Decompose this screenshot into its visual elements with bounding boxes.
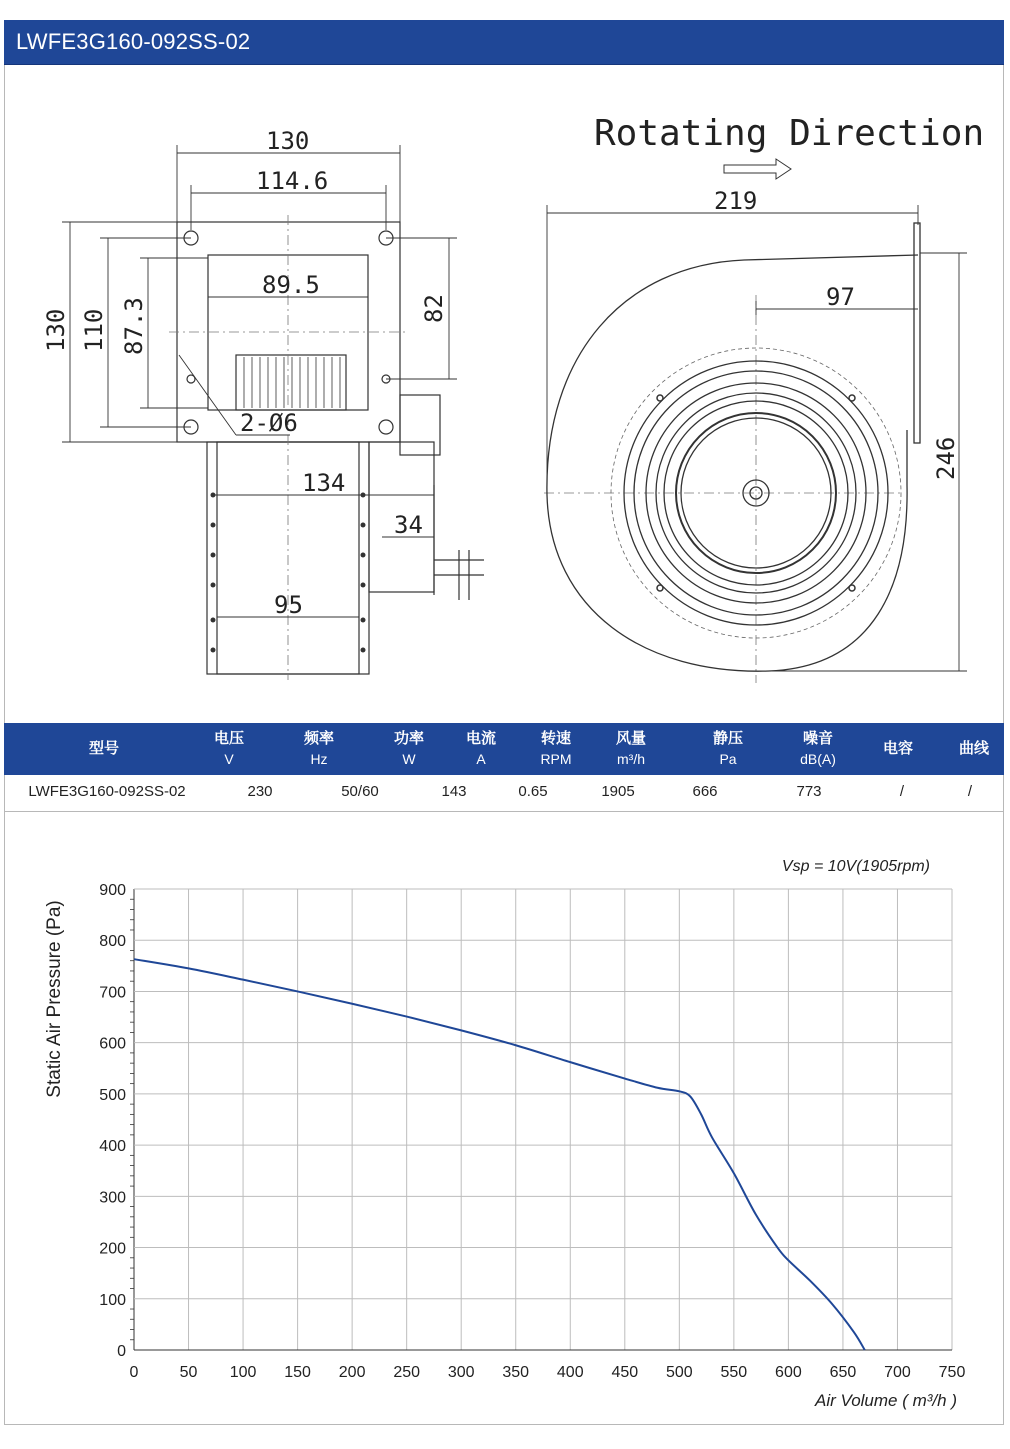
outlet-flange (914, 223, 920, 443)
y-axis-label: Static Air Pressure (Pa) (44, 900, 65, 1098)
y-tick-label: 200 (99, 1240, 126, 1258)
y-tick-label: 600 (99, 1035, 126, 1053)
rotation-arrow (724, 159, 791, 179)
y-tick-label: 500 (99, 1086, 126, 1104)
y-tick-label: 700 (99, 984, 126, 1002)
col-power: 功率 W (393, 730, 424, 767)
dim-hole-height: 110 (80, 308, 108, 352)
cell-frequency: 50/60 (341, 783, 379, 800)
x-tick-labels (130, 1364, 966, 1381)
x-tick-label: 600 (775, 1364, 802, 1381)
x-tick-label: 550 (720, 1364, 748, 1381)
y-tick-label: 800 (99, 933, 126, 951)
col-current: 电流 A (465, 730, 496, 767)
cell-curve: / (967, 783, 973, 800)
impeller (236, 355, 346, 410)
cell-speed: 1905 (601, 783, 635, 800)
dim-motor: 34 (394, 511, 423, 539)
x-tick-label: 50 (179, 1364, 198, 1381)
dim-hole-span: 114.6 (256, 167, 329, 195)
dim-side-width: 219 (714, 187, 758, 215)
col-pressure: 静压 Pa (712, 730, 743, 767)
mount-hole (379, 420, 393, 434)
x-tick-label: 650 (829, 1364, 857, 1381)
x-tick-label: 500 (665, 1364, 693, 1381)
y-tick-label: 400 (99, 1138, 126, 1156)
cell-pressure: 773 (796, 783, 822, 800)
col-model: 型号 (88, 740, 119, 757)
dim-outlet: 95 (274, 591, 303, 619)
chart-annotation: Vsp = 10V(1905rpm) (781, 858, 930, 875)
dim-inner-height: 87.3 (120, 297, 148, 355)
technical-drawing (4, 65, 1004, 723)
cell-model: LWFE3G160-092SS-02 (28, 783, 186, 800)
pressure-curve (134, 959, 865, 1350)
x-tick-label: 0 (129, 1364, 139, 1381)
dim-side-height: 246 (932, 436, 960, 480)
x-tick-label: 300 (447, 1364, 475, 1381)
y-tick-label: 900 (99, 882, 126, 899)
col-speed: 转速 RPM (540, 730, 572, 767)
specs-table-row (4, 776, 1004, 812)
dim-shaft-offset: 97 (826, 283, 855, 311)
y-tick-label: 0 (117, 1343, 126, 1360)
cell-power: 143 (441, 783, 467, 800)
cell-current: 0.65 (518, 783, 548, 800)
cell-airflow: 666 (692, 783, 718, 800)
y-tick-label: 100 (99, 1291, 126, 1309)
dim-depth: 134 (302, 469, 346, 497)
x-tick-label: 700 (884, 1364, 911, 1381)
x-tick-label: 400 (556, 1364, 584, 1381)
col-capacitor: 电容 (882, 740, 913, 757)
y-tick-label: 300 (99, 1189, 126, 1207)
model-title: LWFE3G160-092SS-02 (16, 29, 251, 54)
rotating-direction-label: Rotating Direction (594, 113, 985, 154)
dim-top-width: 130 (266, 127, 310, 155)
x-tick-label: 450 (611, 1364, 639, 1381)
chart-grid (130, 889, 952, 1350)
x-tick-label: 350 (502, 1364, 530, 1381)
cell-voltage: 230 (247, 783, 273, 800)
x-tick-label: 750 (938, 1364, 966, 1381)
dim-left-height: 130 (42, 308, 70, 352)
x-tick-label: 150 (284, 1364, 311, 1381)
x-axis-label: Air Volume ( m³/h ) (814, 1391, 957, 1410)
x-tick-label: 200 (338, 1364, 366, 1381)
y-tick-labels (99, 882, 126, 1360)
specs-table-header (4, 723, 1004, 775)
col-noise: 噪音 dB(A) (800, 730, 836, 767)
title-bar (4, 20, 1004, 65)
x-tick-label: 250 (393, 1364, 421, 1381)
x-tick-label: 100 (229, 1364, 257, 1381)
col-curve: 曲线 (958, 740, 989, 757)
dim-right-height: 82 (420, 294, 448, 323)
cell-capacitor: / (899, 783, 905, 800)
dim-inner-width: 89.5 (262, 271, 320, 299)
col-frequency: 频率 Hz (303, 730, 334, 767)
performance-chart (4, 812, 1004, 1425)
col-airflow: 风量 m³/h (615, 730, 646, 767)
dim-holes: 2-Ø6 (240, 409, 298, 437)
col-voltage: 电压 V (213, 730, 244, 767)
